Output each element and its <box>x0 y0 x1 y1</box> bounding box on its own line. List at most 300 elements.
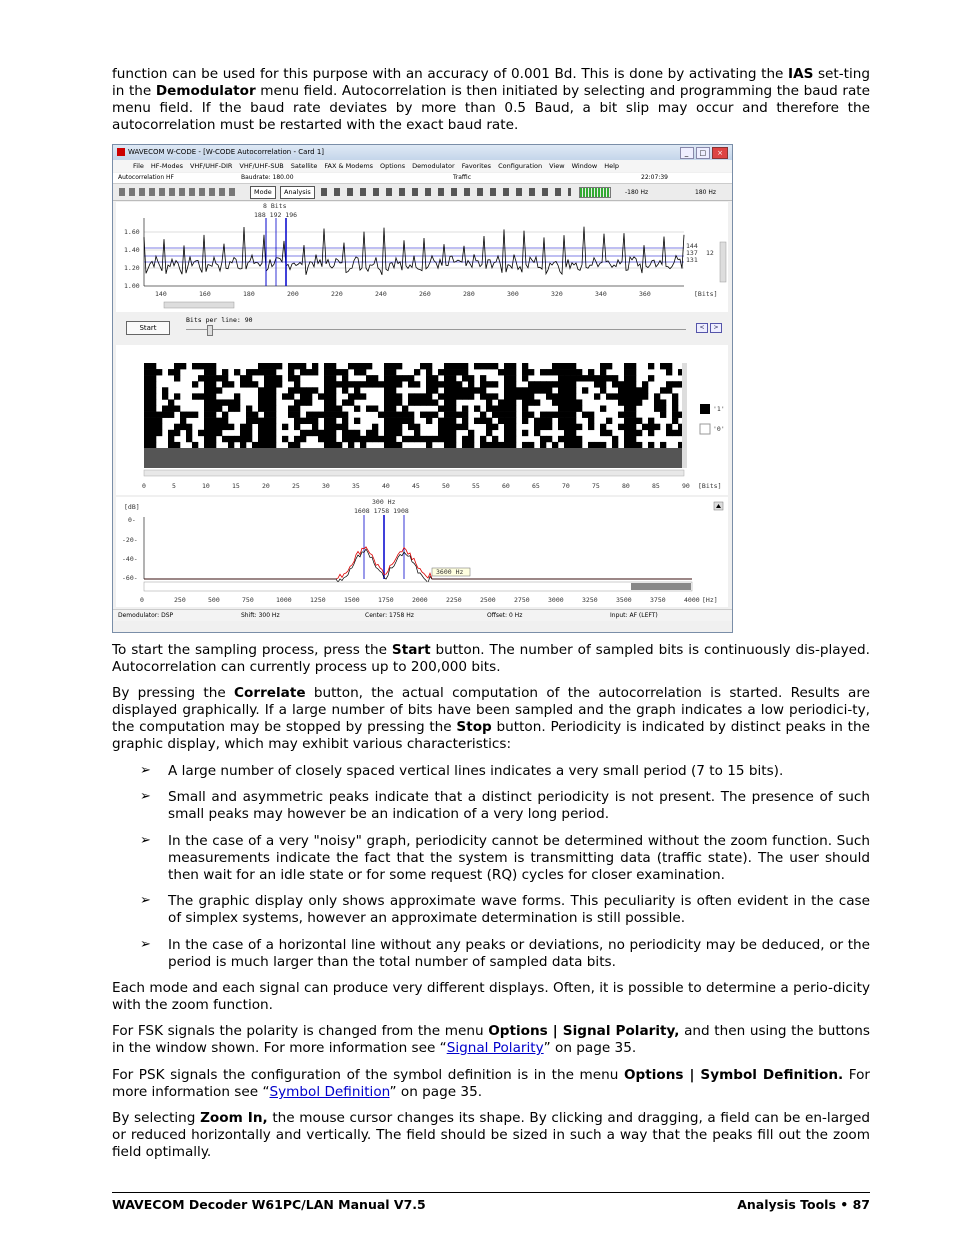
bit-cell <box>564 375 570 381</box>
bit-cell <box>468 430 474 436</box>
bit-cell <box>618 393 624 399</box>
bit-cell <box>246 381 252 387</box>
menu-view[interactable]: View <box>549 162 565 170</box>
vertical-scrollbar[interactable] <box>720 242 726 282</box>
spectrum-x-tick: 0 <box>140 596 144 604</box>
bit-cell <box>246 412 252 418</box>
spectrum-graph <box>116 497 728 607</box>
bit-cell <box>600 375 606 381</box>
bit-cell <box>246 430 252 436</box>
paragraph-zoom: By selecting Zoom In, the mouse cursor changes its shape. By clicking and dragging, a field can be en-larged or reduced horizontally and vertically. The field should be sized in such a way that the peaks fill out the zoom field optimally. <box>112 1110 870 1160</box>
bit-cell <box>348 430 354 436</box>
scroll-right-icon[interactable]: > <box>710 323 722 333</box>
bit-cell <box>570 381 576 387</box>
bit-cell <box>414 393 420 399</box>
bit-cell <box>180 412 186 418</box>
bit-cell <box>210 442 216 448</box>
bitmap-x-tick: 60 <box>502 482 510 490</box>
bit-cell <box>300 399 306 405</box>
bitmap-x-tick: 55 <box>472 482 480 490</box>
bit-cell <box>390 442 396 448</box>
bit-cell <box>600 381 606 387</box>
bitmap-x-tick: 20 <box>262 482 270 490</box>
bit-cell <box>450 424 456 430</box>
bit-cell <box>570 387 576 393</box>
bit-cell <box>324 381 330 387</box>
bit-cell <box>384 430 390 436</box>
bit-cell <box>420 393 426 399</box>
bit-cell <box>570 375 576 381</box>
app-title: WAVECOM W-CODE - [W-CODE Autocorrelation - Card 1] <box>128 148 325 156</box>
app-titlebar <box>113 145 732 160</box>
bit-cell <box>228 399 234 405</box>
bitmap-scrollbar[interactable] <box>682 363 687 468</box>
toolbar-icons-left[interactable] <box>119 188 239 196</box>
bit-cell <box>486 424 492 430</box>
legend-one-swatch[interactable] <box>700 404 710 414</box>
bit-cell <box>348 442 354 448</box>
bit-cell <box>246 406 252 412</box>
bit-cell <box>204 399 210 405</box>
cursor-label: 8 Bits <box>263 202 287 210</box>
bit-cell <box>462 418 468 424</box>
bit-cell <box>606 430 612 436</box>
bit-cell <box>414 369 420 375</box>
bitmap-x-tick: 50 <box>442 482 450 490</box>
bit-cell <box>564 442 570 448</box>
bit-cell <box>306 430 312 436</box>
bit-cell <box>288 412 294 418</box>
y-tick: 1.20 <box>124 264 140 272</box>
bullet-item: The graphic display only shows approximate wave forms. This peculiarity is often evident in the case of simplex systems, however an approximate determination is still possible. <box>168 893 870 926</box>
bit-cell <box>264 381 270 387</box>
bit-cell <box>384 393 390 399</box>
bit-cell <box>342 381 348 387</box>
bit-cell <box>150 363 156 369</box>
bit-cell <box>390 381 396 387</box>
bit-cell <box>210 381 216 387</box>
bit-cell <box>624 442 630 448</box>
bit-cell <box>150 442 156 448</box>
spectrum-x-tick: 750 <box>242 596 254 604</box>
bit-cell <box>522 442 528 448</box>
bitmap-x-tick: 15 <box>232 482 240 490</box>
app-logo-icon <box>117 148 125 156</box>
bit-cell <box>324 387 330 393</box>
bit-cell <box>366 381 372 387</box>
bit-cell <box>594 393 600 399</box>
bit-cell <box>174 424 180 430</box>
bit-cell <box>348 393 354 399</box>
bit-cell <box>642 381 648 387</box>
bit-cell <box>330 430 336 436</box>
bit-cell <box>396 442 402 448</box>
bit-cell <box>564 430 570 436</box>
bit-cell <box>288 442 294 448</box>
paragraph-displays: Each mode and each signal can produce very different displays. Often, it is possible to determine a perio-dicity with the zoom function. <box>112 980 870 1013</box>
bit-cell <box>522 418 528 424</box>
bit-cell <box>228 406 234 412</box>
bit-cell <box>390 399 396 405</box>
bit-cell <box>264 363 270 369</box>
bit-cell <box>150 387 156 393</box>
bit-cell <box>510 393 516 399</box>
menu-fax-modems[interactable]: FAX & Modems <box>324 162 374 170</box>
x-tick: 220 <box>331 290 343 298</box>
bit-cell <box>450 436 456 442</box>
symbol-definition-link[interactable]: Symbol Definition <box>269 1084 390 1100</box>
bit-cell <box>624 363 630 369</box>
bit-cell <box>144 381 150 387</box>
bit-cell <box>372 436 378 442</box>
bit-cell <box>426 363 432 369</box>
menu-favorites[interactable]: Favorites <box>461 162 492 170</box>
bit-cell <box>246 375 252 381</box>
bitmap-x-tick: 70 <box>562 482 570 490</box>
spectrum-x-tick: 1000 <box>276 596 292 604</box>
bit-cell <box>504 369 510 375</box>
bit-cell <box>396 399 402 405</box>
bit-cell <box>306 387 312 393</box>
bit-cell <box>648 363 654 369</box>
bit-cell <box>636 399 642 405</box>
bit-cell <box>330 399 336 405</box>
bit-cell <box>324 412 330 418</box>
bit-cell <box>510 430 516 436</box>
bit-cell <box>558 406 564 412</box>
bit-cell <box>408 393 414 399</box>
x-unit: [Bits] <box>694 290 718 298</box>
bit-cell <box>552 369 558 375</box>
menu-hf-modes[interactable]: HF-Modes <box>150 162 183 170</box>
bit-cell <box>354 369 360 375</box>
bit-cell <box>318 412 324 418</box>
bit-cell <box>258 442 264 448</box>
menu-vhf-dir[interactable]: VHF/UHF-DIR <box>189 162 233 170</box>
bit-cell <box>486 430 492 436</box>
bit-cell <box>456 369 462 375</box>
menu-configuration[interactable]: Configuration <box>498 162 543 170</box>
bit-cell <box>228 436 234 442</box>
bit-cell <box>384 442 390 448</box>
bit-cell <box>318 393 324 399</box>
bit-cell <box>258 418 264 424</box>
bit-cell <box>168 369 174 375</box>
bit-cell <box>192 381 198 387</box>
bit-cell <box>432 436 438 442</box>
bit-cell <box>252 442 258 448</box>
shift-status: Shift: 300 Hz <box>241 612 280 619</box>
bit-cell <box>144 375 150 381</box>
bit-cell <box>498 406 504 412</box>
bit-cell <box>330 363 336 369</box>
minimize-button[interactable]: _ <box>680 147 694 159</box>
bit-cell <box>174 430 180 436</box>
bit-cell <box>510 412 516 418</box>
bit-cell <box>552 412 558 418</box>
bit-cell <box>438 381 444 387</box>
bit-cell <box>510 399 516 405</box>
bit-cell <box>552 363 558 369</box>
menu-demodulator[interactable]: Demodulator <box>412 162 455 170</box>
bit-cell <box>264 430 270 436</box>
spectrum-y-tick: -20- <box>122 536 138 544</box>
bit-cell <box>294 418 300 424</box>
bit-cell <box>264 406 270 412</box>
bit-cell <box>444 381 450 387</box>
spectrum-x-tick: 2500 <box>480 596 496 604</box>
bit-cell <box>270 418 276 424</box>
bit-cell <box>144 387 150 393</box>
scroll-left-icon[interactable]: < <box>696 323 708 333</box>
bit-cell <box>204 406 210 412</box>
bit-cell <box>636 430 642 436</box>
bit-cell <box>444 430 450 436</box>
bit-cell <box>480 412 486 418</box>
correlation-pane <box>116 202 728 312</box>
bit-cell <box>528 412 534 418</box>
bit-cell <box>204 387 210 393</box>
bit-cell <box>456 393 462 399</box>
bullet-arrow-icon: ➢ <box>140 937 151 952</box>
bit-cell <box>186 424 192 430</box>
bit-cell <box>288 406 294 412</box>
bit-cell <box>570 363 576 369</box>
bit-cell <box>630 393 636 399</box>
bit-cell <box>468 375 474 381</box>
bit-cell <box>282 424 288 430</box>
bit-cell <box>426 436 432 442</box>
spectrum-y-unit: [dB] <box>124 503 140 511</box>
bit-cell <box>510 387 516 393</box>
bit-cell <box>312 418 318 424</box>
bit-cell <box>420 363 426 369</box>
start-button[interactable]: Start <box>126 321 170 335</box>
bit-cell <box>384 369 390 375</box>
bit-cell <box>558 387 564 393</box>
bit-cell <box>186 430 192 436</box>
bit-cell <box>258 363 264 369</box>
bit-cell <box>312 412 318 418</box>
bit-cell <box>348 363 354 369</box>
legend-zero-swatch[interactable] <box>700 424 710 434</box>
bit-cell <box>204 375 210 381</box>
horizontal-scrollbar[interactable] <box>164 302 234 308</box>
bit-cell <box>288 375 294 381</box>
bit-cell <box>234 436 240 442</box>
bit-cell <box>204 363 210 369</box>
center-status: Center: 1758 Hz <box>365 612 414 619</box>
bit-cell <box>156 369 162 375</box>
bit-cell <box>354 418 360 424</box>
bullet-arrow-icon: ➢ <box>140 833 151 848</box>
bit-cell <box>612 436 618 442</box>
bullet-arrow-icon: ➢ <box>140 763 151 778</box>
bit-cell <box>642 393 648 399</box>
bit-cell <box>216 424 222 430</box>
bitmap-hscroll[interactable] <box>144 470 684 476</box>
bit-cell <box>264 424 270 430</box>
bit-cell <box>150 406 156 412</box>
toolbar <box>113 184 732 201</box>
bit-cell <box>384 418 390 424</box>
bit-cell <box>444 393 450 399</box>
bit-cell <box>480 436 486 442</box>
bit-cell <box>216 375 222 381</box>
bit-cell <box>144 412 150 418</box>
bit-cell <box>258 436 264 442</box>
bit-cell <box>498 369 504 375</box>
freq-left: -180 Hz <box>625 189 649 196</box>
bit-cell <box>300 363 306 369</box>
control-row <box>116 315 728 342</box>
bit-cell <box>510 363 516 369</box>
mode-status: Autocorrelation HF <box>118 174 174 181</box>
bit-cell <box>438 369 444 375</box>
bit-cell <box>576 375 582 381</box>
bit-cell <box>264 387 270 393</box>
toolbar-icons-mid[interactable] <box>321 188 571 196</box>
bit-cell <box>630 375 636 381</box>
bit-cell <box>276 381 282 387</box>
bitmap-x-tick: 5 <box>172 482 176 490</box>
bit-cell <box>408 418 414 424</box>
bit-cell <box>246 369 252 375</box>
bit-cell <box>546 393 552 399</box>
menu-vhf-sub[interactable]: VHF/UHF-SUB <box>239 162 284 170</box>
bit-cell <box>396 381 402 387</box>
footer-rule <box>112 1192 870 1193</box>
bit-cell <box>336 381 342 387</box>
bit-cell <box>570 424 576 430</box>
spectrum-hscroll-thumb[interactable] <box>631 583 691 590</box>
bit-cell <box>648 424 654 430</box>
bit-cell <box>150 430 156 436</box>
bit-cell <box>450 375 456 381</box>
bit-cell <box>270 399 276 405</box>
bit-cell <box>624 387 630 393</box>
bit-cell <box>522 387 528 393</box>
bit-cell <box>342 418 348 424</box>
bit-cell <box>492 393 498 399</box>
bit-cell <box>654 424 660 430</box>
menu-window[interactable]: Window <box>571 162 598 170</box>
bit-cell <box>186 412 192 418</box>
bit-cell <box>234 399 240 405</box>
y-tick: 1.60 <box>124 228 140 236</box>
bit-cell <box>300 436 306 442</box>
bit-cell <box>444 399 450 405</box>
bit-cell <box>156 412 162 418</box>
side-value: 131 <box>686 256 698 264</box>
bit-cell <box>270 430 276 436</box>
spectrum-pane <box>116 497 728 607</box>
menu-help[interactable]: Help <box>604 162 620 170</box>
bit-cell <box>660 442 666 448</box>
spectrum-x-unit: [Hz] <box>702 596 718 604</box>
paragraph-psk: For PSK signals the configuration of the symbol definition is in the menu Options | Symbol Definition. For more information see “Symbol Definition” on page 35. <box>112 1067 871 1100</box>
spectrum-hscroll[interactable] <box>144 582 692 591</box>
bitmap-x-tick: 75 <box>592 482 600 490</box>
bits-slider-thumb[interactable] <box>207 325 213 336</box>
bit-cell <box>498 412 504 418</box>
bit-cell <box>354 406 360 412</box>
bit-cell <box>612 381 618 387</box>
input-status: Input: AF (LEFT) <box>610 612 658 619</box>
bit-cell <box>354 393 360 399</box>
bit-cell <box>354 430 360 436</box>
bit-cell <box>588 369 594 375</box>
menu-satellite[interactable]: Satellite <box>290 162 318 170</box>
bit-cell <box>624 393 630 399</box>
bit-cell <box>150 424 156 430</box>
signal-polarity-link[interactable]: Signal Polarity <box>446 1040 544 1056</box>
bit-cell <box>480 442 486 448</box>
bit-cell <box>438 430 444 436</box>
bit-cell <box>564 406 570 412</box>
bit-cell <box>426 375 432 381</box>
bit-cell <box>630 406 636 412</box>
bit-cell <box>666 387 672 393</box>
bullet-item: Small and asymmetric peaks indicate that a distinct periodicity is not present. The presence of such small peaks may however be an indication of a very long period. <box>168 789 870 822</box>
close-button[interactable]: × <box>712 147 728 159</box>
bit-cell <box>630 399 636 405</box>
bit-cell <box>342 424 348 430</box>
bit-cell <box>330 412 336 418</box>
bit-cell <box>354 387 360 393</box>
bit-cell <box>576 442 582 448</box>
bit-cell <box>450 363 456 369</box>
maximize-button[interactable]: □ <box>696 147 710 159</box>
bit-cell <box>594 375 600 381</box>
bit-cell <box>360 442 366 448</box>
bit-cell <box>546 369 552 375</box>
bit-cell <box>606 375 612 381</box>
bit-cell <box>348 436 354 442</box>
mode-button[interactable]: Mode <box>250 186 276 199</box>
bit-cell <box>624 369 630 375</box>
bit-cell <box>342 436 348 442</box>
offset-status: Offset: 0 Hz <box>487 612 523 619</box>
bit-cell <box>390 418 396 424</box>
bit-cell <box>654 399 660 405</box>
bits-slider-track[interactable] <box>186 329 686 330</box>
analysis-button[interactable]: Analysis <box>280 186 315 199</box>
bit-cell <box>288 393 294 399</box>
bit-cell <box>564 418 570 424</box>
bit-cell <box>510 436 516 442</box>
menu-file[interactable]: File <box>133 162 144 170</box>
bit-cell <box>384 406 390 412</box>
bit-cell <box>408 424 414 430</box>
bit-cell <box>270 406 276 412</box>
bit-cell <box>156 424 162 430</box>
bit-cell <box>414 424 420 430</box>
bit-cell <box>324 436 330 442</box>
bit-cell <box>426 381 432 387</box>
bit-cell <box>588 442 594 448</box>
bit-cell <box>300 387 306 393</box>
bit-cell <box>180 418 186 424</box>
x-tick: 360 <box>639 290 651 298</box>
bit-cell <box>222 418 228 424</box>
menu-options[interactable]: Options <box>380 162 406 170</box>
bit-cell <box>384 436 390 442</box>
bit-cell <box>600 406 606 412</box>
bit-cell <box>498 399 504 405</box>
bit-cell <box>660 412 666 418</box>
bit-cell <box>438 424 444 430</box>
